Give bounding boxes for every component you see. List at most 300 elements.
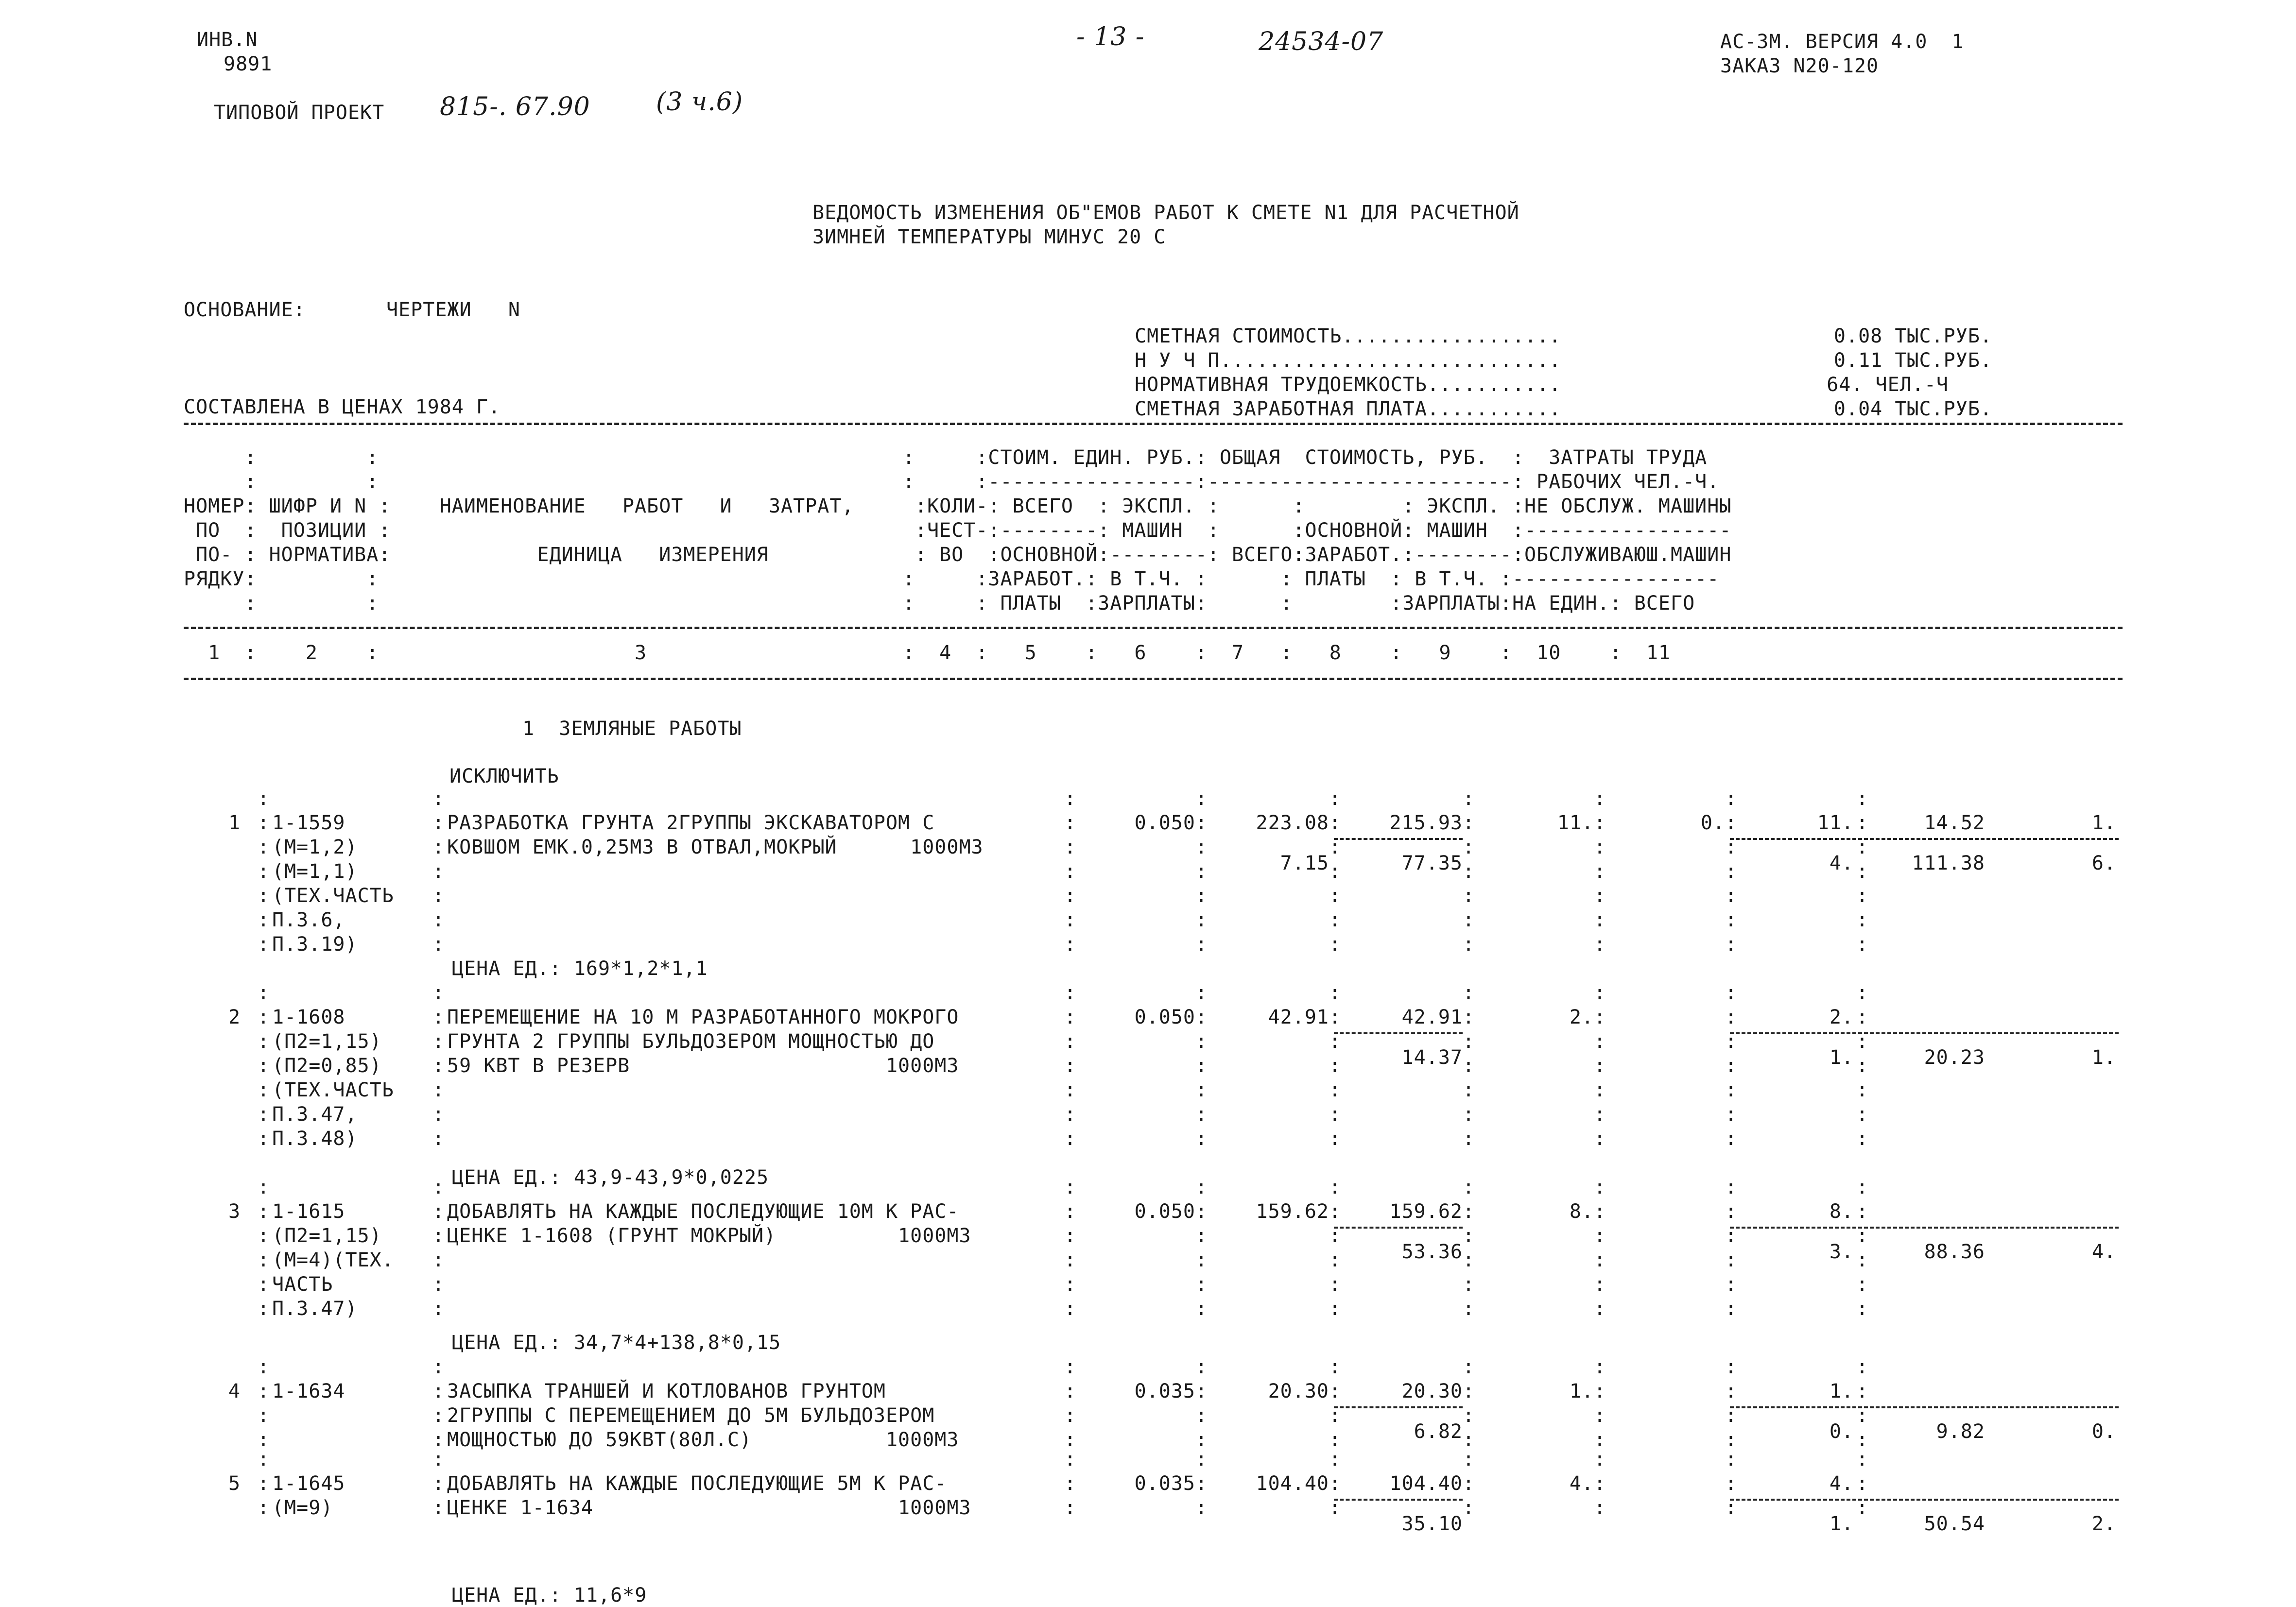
column-separator: : <box>1725 1128 1738 1150</box>
header-line: РЯДКУ: : : :ЗАРАБОТ.: В Т.Ч. : : ПЛАТЫ : В Т.Ч. :----------------- <box>184 568 1720 590</box>
row-labour-service-total: 0. <box>2091 1420 2116 1443</box>
column-separator: : <box>432 1030 445 1053</box>
row-quantity: 0.050 <box>1134 812 1195 834</box>
document-code: 24534-07 <box>1259 27 1384 56</box>
column-separator: : <box>1329 1273 1342 1296</box>
column-separator: : <box>1195 1273 1208 1296</box>
column-separator: : <box>1329 1448 1342 1470</box>
column-separator: : <box>432 1497 445 1519</box>
column-separator: : <box>1064 1030 1077 1053</box>
price-level: СОСТАВЛЕНА В ЦЕНАХ 1984 Г. <box>184 396 501 418</box>
cell-divider <box>1730 1227 2119 1229</box>
column-separator: : <box>258 836 270 858</box>
column-separator: : <box>1463 812 1475 834</box>
row-code: П.3.47, <box>272 1103 358 1126</box>
column-separator: : <box>1329 1006 1342 1028</box>
column-separator: : <box>1329 1472 1342 1495</box>
column-separator: : <box>432 1200 445 1223</box>
row-unit-price-formula: ЦЕНА ЕД.: 43,9-43,9*0,0225 <box>452 1166 769 1189</box>
column-separator: : <box>1463 1128 1475 1150</box>
row-machine-cost: 8. <box>1829 1200 1854 1223</box>
row-code: (М=4)(ТЕХ. <box>272 1249 394 1271</box>
cell-divider <box>1730 1406 2119 1408</box>
column-separator: : <box>1856 860 1869 883</box>
column-separator: : <box>1463 909 1475 931</box>
column-separator: : <box>1463 1006 1475 1028</box>
row-name: 59 КВТ В РЕЗЕРВ 1000М3 <box>447 1055 959 1077</box>
column-separator: : <box>1463 885 1475 907</box>
column-separator: : <box>1856 1448 1869 1470</box>
row-code: (П2=0,85) <box>272 1055 382 1077</box>
document-title-line2: ЗИМНЕЙ ТЕМПЕРАТУРЫ МИНУС 20 С <box>812 226 1166 248</box>
cell-divider <box>1730 1499 2119 1501</box>
row-unit-machine-wages: 14.37 <box>1401 1046 1463 1069</box>
row-total: 8. <box>1569 1200 1594 1223</box>
row-total: 1. <box>1569 1380 1594 1402</box>
column-separator: : <box>1329 1055 1342 1077</box>
column-separator: : <box>1329 1103 1342 1126</box>
column-separator: : <box>1856 1225 1869 1247</box>
basis-label: ОСНОВАНИЕ: <box>184 299 306 321</box>
column-separator: : <box>1329 836 1342 858</box>
column-separator: : <box>1856 1249 1869 1271</box>
program-version: АС-3М. ВЕРСИЯ 4.0 1 <box>1720 31 1964 53</box>
column-separator: : <box>1064 1497 1077 1519</box>
header-line: : : : :-----------------:-------------------------: РАБОЧИХ ЧЕЛ.-Ч. <box>184 471 1720 493</box>
column-separator: : <box>1594 982 1606 1004</box>
column-separator: : <box>1329 1200 1342 1223</box>
column-separator: : <box>432 1055 445 1077</box>
column-separator: : <box>1463 1030 1475 1053</box>
row-machine-wages: 1. <box>1829 1046 1854 1069</box>
column-separator: : <box>1064 909 1077 931</box>
row-name: ДОБАВЛЯТЬ НА КАЖДЫЕ ПОСЛЕДУЮЩИЕ 10М К РАС- <box>447 1200 959 1223</box>
column-separator: : <box>1594 1404 1606 1427</box>
row-code: ЧАСТЬ <box>272 1273 333 1296</box>
column-separator: : <box>1856 909 1869 931</box>
row-quantity: 0.050 <box>1134 1006 1195 1028</box>
column-separator: : <box>432 1103 445 1126</box>
column-separator: : <box>432 812 445 834</box>
column-separator: : <box>1463 1103 1475 1126</box>
column-separator: : <box>1463 982 1475 1004</box>
column-separator: : <box>432 1472 445 1495</box>
column-separator: : <box>1725 1356 1738 1378</box>
row-unit-machine-wages: 6.82 <box>1414 1420 1463 1443</box>
column-separator: : <box>1594 836 1606 858</box>
column-separator: : <box>258 1103 270 1126</box>
column-separator: : <box>1195 812 1208 834</box>
column-separator: : <box>432 1404 445 1427</box>
header-line: ПО- : НОРМАТИВА: ЕДИНИЦА ИЗМЕРЕНИЯ : ВО :ОСНОВНОЙ:--------: ВСЕГО:ЗАРАБОТ.:--------:ОБСЛУЖИВАЮШ.МАШИН <box>184 544 1732 566</box>
column-separator: : <box>1064 1356 1077 1378</box>
row-code: (П2=1,15) <box>272 1225 382 1247</box>
column-separator: : <box>1594 1030 1606 1053</box>
row-number: 1 <box>228 812 241 834</box>
row-code: (М=9) <box>272 1497 333 1519</box>
column-separator: : <box>1064 836 1077 858</box>
column-separator: : <box>1329 982 1342 1004</box>
row-labour-service-unit: 20.23 <box>1924 1046 1985 1069</box>
column-separator: : <box>1064 1176 1077 1198</box>
column-separator: : <box>1463 1055 1475 1077</box>
row-machine-wages: 1. <box>1829 1513 1854 1535</box>
column-separator: : <box>1463 1380 1475 1402</box>
row-unit-wages: 7.15 <box>1280 852 1329 874</box>
column-separator: : <box>1594 860 1606 883</box>
column-separator: : <box>1195 1356 1208 1378</box>
column-separator: : <box>1725 1200 1738 1223</box>
column-separator: : <box>1725 885 1738 907</box>
column-separator: : <box>1064 1298 1077 1320</box>
row-code: П.3.47) <box>272 1298 358 1320</box>
column-separator: : <box>1594 1006 1606 1028</box>
row-quantity: 0.050 <box>1134 1200 1195 1223</box>
column-separator: : <box>1725 1176 1738 1198</box>
column-separator: : <box>1329 1429 1342 1451</box>
column-separator: : <box>258 1448 270 1470</box>
row-code: (ТЕХ.ЧАСТЬ <box>272 1079 394 1101</box>
column-separator: : <box>258 1497 270 1519</box>
column-separator: : <box>258 1128 270 1150</box>
column-separator: : <box>432 1429 445 1451</box>
column-separator: : <box>1195 1103 1208 1126</box>
column-separator: : <box>1195 1298 1208 1320</box>
row-total: 11. <box>1557 812 1594 834</box>
row-unit-total: 104.40 <box>1256 1472 1329 1495</box>
header-mid-rule <box>184 627 2123 629</box>
column-separator: : <box>432 1298 445 1320</box>
column-separator: : <box>1856 836 1869 858</box>
column-separator: : <box>1594 1356 1606 1378</box>
inventory-label: ИНВ.N <box>197 29 258 51</box>
row-unit-machines: 20.30 <box>1401 1380 1463 1402</box>
column-separator: : <box>1594 1249 1606 1271</box>
column-separator: : <box>1329 1298 1342 1320</box>
column-separator: : <box>1064 1249 1077 1271</box>
column-separator: : <box>1064 1448 1077 1470</box>
column-separator: : <box>1725 1448 1738 1470</box>
column-separator: : <box>1463 1298 1475 1320</box>
column-separator: : <box>1594 1079 1606 1101</box>
column-separator: : <box>1725 1380 1738 1402</box>
column-separator: : <box>1064 1472 1077 1495</box>
column-separator: : <box>1329 1079 1342 1101</box>
column-separator: : <box>1064 1006 1077 1028</box>
column-separator: : <box>1195 909 1208 931</box>
row-labour-service-unit: 50.54 <box>1924 1513 1985 1535</box>
column-separator: : <box>432 1128 445 1150</box>
row-code: 1-1615 <box>272 1200 345 1223</box>
column-separator: : <box>1064 1273 1077 1296</box>
column-separator: : <box>1856 1472 1869 1495</box>
column-separator: : <box>1594 1429 1606 1451</box>
row-code: 1-1645 <box>272 1472 345 1495</box>
column-separator: : <box>1329 787 1342 810</box>
column-separator: : <box>1463 1176 1475 1198</box>
row-machine-cost: 1. <box>1829 1380 1854 1402</box>
column-separator: : <box>432 909 445 931</box>
column-separator: : <box>432 1380 445 1402</box>
row-code: 1-1634 <box>272 1380 345 1402</box>
column-separator: : <box>1594 1380 1606 1402</box>
row-number: 2 <box>228 1006 241 1028</box>
cell-divider <box>1730 838 2119 840</box>
column-separator: : <box>258 1006 270 1028</box>
column-separator: : <box>1329 1030 1342 1053</box>
row-code: П.3.6, <box>272 909 345 931</box>
row-unit-total: 42.91 <box>1268 1006 1329 1028</box>
column-separator: : <box>1463 933 1475 956</box>
column-separator: : <box>432 1225 445 1247</box>
column-separator: : <box>1725 787 1738 810</box>
column-separator: : <box>1463 1079 1475 1101</box>
project-part: (3 ч.6) <box>656 87 743 117</box>
column-separator: : <box>258 1273 270 1296</box>
column-separator: : <box>1856 933 1869 956</box>
row-total: 4. <box>1569 1472 1594 1495</box>
column-separator: : <box>432 836 445 858</box>
column-separator: : <box>1594 885 1606 907</box>
column-separator: : <box>1463 836 1475 858</box>
column-separator: : <box>1856 1497 1869 1519</box>
row-name: МОЩНОСТЬЮ ДО 59КВТ(80Л.С) 1000М3 <box>447 1429 959 1451</box>
column-separator: : <box>1195 933 1208 956</box>
column-separator: : <box>1856 1380 1869 1402</box>
cell-divider <box>1730 1032 2119 1034</box>
column-separator: : <box>1195 1448 1208 1470</box>
order-number: ЗАКАЗ N20-120 <box>1720 55 1879 77</box>
column-separator: : <box>1463 1356 1475 1378</box>
column-separator: : <box>258 1472 270 1495</box>
row-number: 4 <box>228 1380 241 1402</box>
row-machine-wages: 3. <box>1829 1241 1854 1263</box>
row-name: ЦЕНКЕ 1-1634 1000М3 <box>447 1497 971 1519</box>
column-separator: : <box>1463 1472 1475 1495</box>
column-separator: : <box>258 1030 270 1053</box>
column-separator: : <box>1064 1055 1077 1077</box>
row-code: 1-1608 <box>272 1006 345 1028</box>
column-separator: : <box>1064 787 1077 810</box>
column-separator: : <box>1856 1103 1869 1126</box>
column-separator: : <box>1329 933 1342 956</box>
column-separator: : <box>258 885 270 907</box>
column-separator: : <box>1594 1200 1606 1223</box>
inventory-number: 9891 <box>224 53 273 75</box>
column-separator: : <box>1195 1200 1208 1223</box>
column-separator: : <box>1856 812 1869 834</box>
section-title: 1 ЗЕМЛЯНЫЕ РАБОТЫ <box>522 718 742 740</box>
row-labour-service-total: 1. <box>2091 1046 2116 1069</box>
row-number: 3 <box>228 1200 241 1223</box>
row-machine-wages: 0. <box>1829 1420 1854 1443</box>
cell-divider <box>1334 1227 1463 1229</box>
row-name: 2ГРУППЫ С ПЕРЕМЕЩЕНИЕМ ДО 5М БУЛЬДОЗЕРОМ <box>447 1404 935 1427</box>
column-separator: : <box>258 1298 270 1320</box>
page-number: - 13 - <box>1076 22 1145 51</box>
column-separator: : <box>1725 860 1738 883</box>
column-separator: : <box>1195 1472 1208 1495</box>
column-separator: : <box>1856 1298 1869 1320</box>
column-separator: : <box>1725 1497 1738 1519</box>
column-separator: : <box>1594 1472 1606 1495</box>
column-separator: : <box>1856 1200 1869 1223</box>
row-unit-machine-wages: 77.35 <box>1401 852 1463 874</box>
column-separator: : <box>1064 860 1077 883</box>
column-separator: : <box>1725 1055 1738 1077</box>
column-separator: : <box>1195 1249 1208 1271</box>
row-unit-machines: 104.40 <box>1389 1472 1463 1495</box>
column-separator: : <box>1329 1380 1342 1402</box>
column-separator: : <box>258 1055 270 1077</box>
column-separator: : <box>1856 1006 1869 1028</box>
column-separator: : <box>1195 1079 1208 1101</box>
summary-value: 64. ЧЕЛ.-Ч <box>1827 374 1949 396</box>
project-number: 815-. 67.90 <box>440 92 590 121</box>
column-separator: : <box>1195 1429 1208 1451</box>
column-separator: : <box>1725 1006 1738 1028</box>
column-separator: : <box>432 885 445 907</box>
column-separator: : <box>1856 1055 1869 1077</box>
column-separator: : <box>1064 1200 1077 1223</box>
column-separator: : <box>1195 1006 1208 1028</box>
row-unit-price-formula: ЦЕНА ЕД.: 169*1,2*1,1 <box>452 957 708 980</box>
column-separator: : <box>258 1404 270 1427</box>
column-separator: : <box>1195 1497 1208 1519</box>
column-separator: : <box>1725 1273 1738 1296</box>
column-separator: : <box>1856 1429 1869 1451</box>
column-separator: : <box>1725 1225 1738 1247</box>
column-separator: : <box>1329 909 1342 931</box>
document-title-line1: ВЕДОМОСТЬ ИЗМЕНЕНИЯ ОБ"ЕМОВ РАБОТ К СМЕТЕ N1 ДЛЯ РАСЧЕТНОЙ <box>812 202 1519 224</box>
column-separator: : <box>1064 1103 1077 1126</box>
column-separator: : <box>1594 1176 1606 1198</box>
row-machine-cost: 2. <box>1829 1006 1854 1028</box>
row-name: ЦЕНКЕ 1-1608 (ГРУНТ МОКРЫЙ) 1000М3 <box>447 1225 971 1247</box>
row-code: (П2=1,15) <box>272 1030 382 1053</box>
column-separator: : <box>1064 1225 1077 1247</box>
row-labour-service-total: 6. <box>2091 852 2116 874</box>
column-separator: : <box>1329 1356 1342 1378</box>
column-separator: : <box>1195 860 1208 883</box>
column-separator: : <box>1064 1429 1077 1451</box>
column-separator: : <box>1725 1079 1738 1101</box>
cell-divider <box>1334 838 1463 840</box>
row-code: П.3.48) <box>272 1128 358 1150</box>
column-separator: : <box>1329 1176 1342 1198</box>
column-separator: : <box>432 1273 445 1296</box>
column-separator: : <box>1594 1273 1606 1296</box>
column-separator: : <box>1463 1225 1475 1247</box>
column-separator: : <box>1725 982 1738 1004</box>
basis-value: ЧЕРТЕЖИ N <box>386 299 520 321</box>
cell-divider <box>1334 1499 1463 1501</box>
column-separator: : <box>1725 1030 1738 1053</box>
row-labour-service-unit: 88.36 <box>1924 1241 1985 1263</box>
column-separator: : <box>1195 787 1208 810</box>
column-separator: : <box>1594 1055 1606 1077</box>
column-separator: : <box>1064 885 1077 907</box>
summary-value: 0.11 ТЫС.РУБ. <box>1833 349 1992 372</box>
header-top-rule <box>184 423 2123 425</box>
row-name: ДОБАВЛЯТЬ НА КАЖДЫЕ ПОСЛЕДУЮЩИЕ 5М К РАС- <box>447 1472 947 1495</box>
column-separator: : <box>1195 1404 1208 1427</box>
column-separator: : <box>258 1356 270 1378</box>
column-separator: : <box>1594 1225 1606 1247</box>
column-separator: : <box>258 1249 270 1271</box>
row-code: (М=1,1) <box>272 860 358 883</box>
column-separator: : <box>1195 1128 1208 1150</box>
column-separator: : <box>1725 1429 1738 1451</box>
column-separator: : <box>1594 1128 1606 1150</box>
column-separator: : <box>1463 1249 1475 1271</box>
column-separator: : <box>1064 812 1077 834</box>
column-separator: : <box>1463 1404 1475 1427</box>
column-separator: : <box>258 909 270 931</box>
row-unit-price-formula: ЦЕНА ЕД.: 11,6*9 <box>452 1584 647 1607</box>
header-line: НОМЕР: ШИФР И N : НАИМЕНОВАНИЕ РАБОТ И ЗАТРАТ, :КОЛИ-: ВСЕГО : ЭКСПЛ. : : : ЭКСПЛ. :НЕ ОБСЛУЖ. МАШИНЫ <box>184 495 1732 517</box>
row-labour-service-unit: 111.38 <box>1912 852 1985 874</box>
row-name: ЗАСЫПКА ТРАНШЕЙ И КОТЛОВАНОВ ГРУНТОМ <box>447 1380 886 1402</box>
row-unit-machine-wages: 35.10 <box>1401 1513 1463 1535</box>
row-quantity: 0.035 <box>1134 1472 1195 1495</box>
header-line: : : : : ПЛАТЫ :ЗАРПЛАТЫ: : :ЗАРПЛАТЫ:НА ЕДИН.: ВСЕГО <box>184 592 1695 615</box>
column-separator: : <box>1856 1356 1869 1378</box>
column-separator: : <box>1463 1429 1475 1451</box>
column-separator: : <box>1725 1472 1738 1495</box>
column-separator: : <box>432 1079 445 1101</box>
row-labour-service-unit: 9.82 <box>1936 1420 1985 1443</box>
column-separator: : <box>432 933 445 956</box>
cell-divider <box>1334 1032 1463 1034</box>
column-separator: : <box>432 860 445 883</box>
column-separator: : <box>1463 1497 1475 1519</box>
column-separator: : <box>1064 1128 1077 1150</box>
column-separator: : <box>1856 885 1869 907</box>
column-separator: : <box>1329 812 1342 834</box>
column-separator: : <box>432 787 445 810</box>
column-separator: : <box>1064 933 1077 956</box>
column-separator: : <box>1725 836 1738 858</box>
column-separator: : <box>1725 933 1738 956</box>
column-separator: : <box>1594 787 1606 810</box>
column-separator: : <box>1463 1273 1475 1296</box>
column-separator: : <box>1064 1380 1077 1402</box>
column-separator: : <box>1856 1128 1869 1150</box>
row-unit-price-formula: ЦЕНА ЕД.: 34,7*4+138,8*0,15 <box>452 1332 781 1354</box>
column-separator: : <box>1594 812 1606 834</box>
cell-divider <box>1334 1406 1463 1408</box>
column-separator: : <box>1329 1404 1342 1427</box>
row-machine-wages: 4. <box>1829 852 1854 874</box>
column-separator: : <box>1594 1448 1606 1470</box>
column-separator: : <box>1329 860 1342 883</box>
row-unit-total: 20.30 <box>1268 1380 1329 1402</box>
summary-label: СМЕТНАЯ ЗАРАБОТНАЯ ПЛАТА........... <box>1135 398 1561 420</box>
row-base-wages: 0. <box>1700 812 1725 834</box>
exclude-label: ИСКЛЮЧИТЬ <box>449 765 559 787</box>
column-separator: : <box>1463 787 1475 810</box>
row-name: ГРУНТА 2 ГРУППЫ БУЛЬДОЗЕРОМ МОЩНОСТЬЮ ДО <box>447 1030 935 1053</box>
column-separator: : <box>432 1356 445 1378</box>
column-separator: : <box>1463 860 1475 883</box>
column-separator: : <box>258 1225 270 1247</box>
column-separator: : <box>258 1429 270 1451</box>
column-separator: : <box>1463 1448 1475 1470</box>
column-separator: : <box>1195 1055 1208 1077</box>
column-separator: : <box>432 1006 445 1028</box>
header-line: ПО : ПОЗИЦИИ : :ЧЕСТ-:--------: МАШИН : :ОСНОВНОЙ: МАШИН :----------------- <box>184 519 1732 542</box>
